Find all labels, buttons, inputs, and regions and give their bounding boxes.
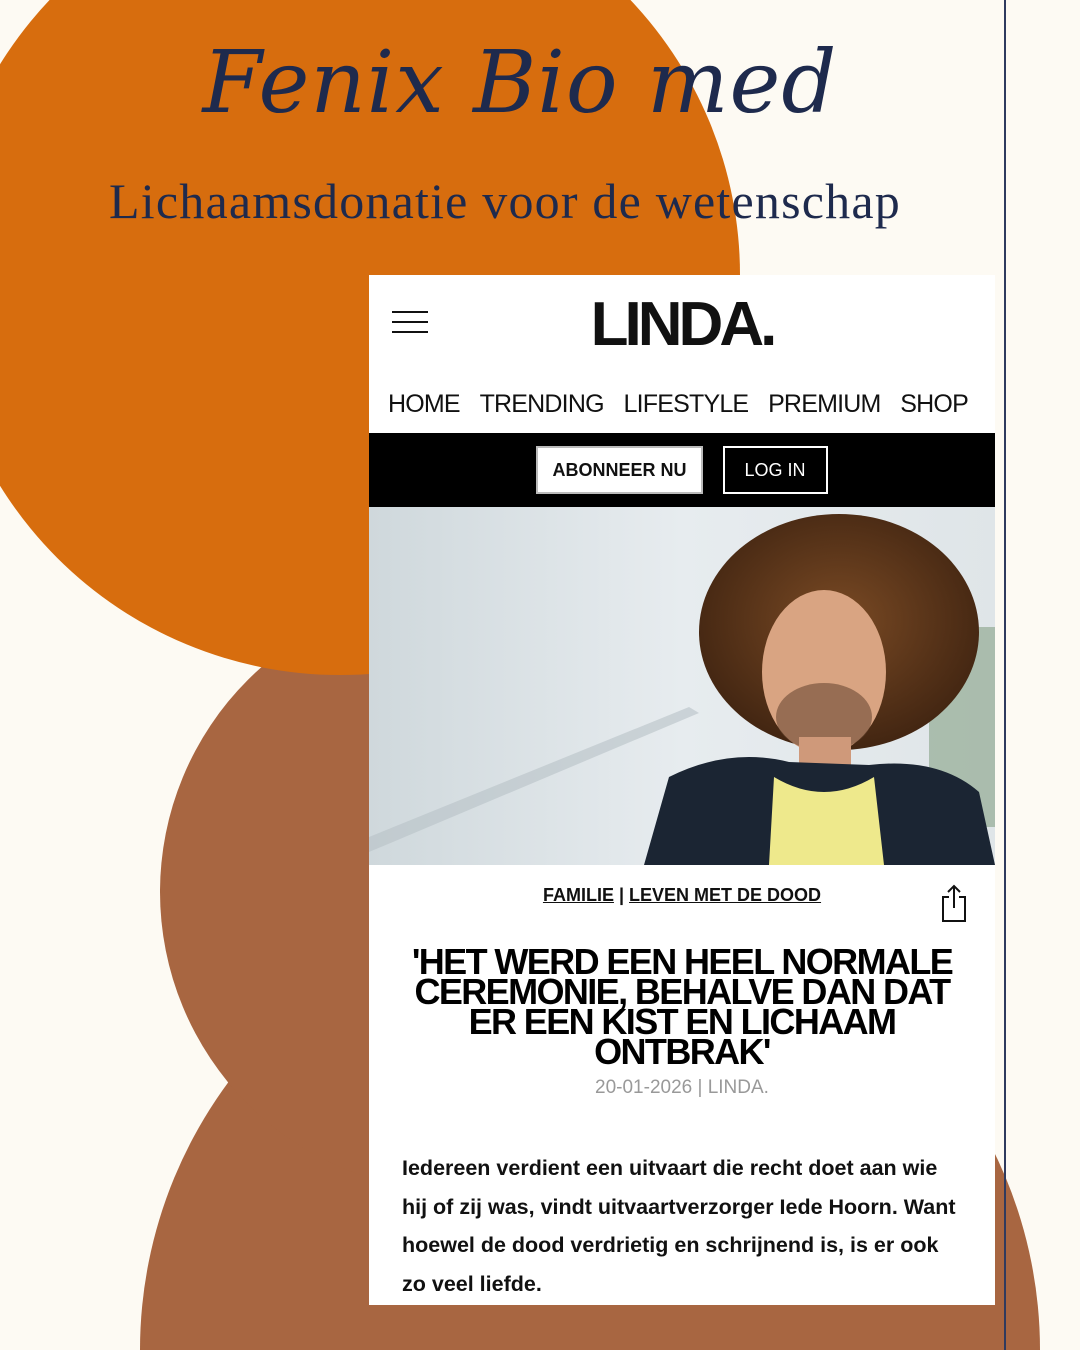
share-icon[interactable]: [939, 883, 969, 923]
main-nav: [369, 375, 995, 433]
nav-home[interactable]: HOME: [388, 389, 460, 418]
category-separator: |: [618, 885, 625, 905]
article-lead: Iedereen verdient een uitvaart die recht doet aan wie hij of zij was, vindt uitvaartverzorger Iede Hoorn. Want hoewel de dood verdrietig en schrijnend is, is er ook zo veel liefde.: [402, 1156, 956, 1296]
nav-premium[interactable]: PREMIUM: [768, 389, 881, 418]
category-link[interactable]: FAMILIE: [542, 885, 614, 905]
site-header: [369, 275, 995, 375]
site-logo[interactable]: LINDA.: [590, 290, 774, 359]
nav-lifestyle[interactable]: LIFESTYLE: [623, 389, 749, 418]
nav-shop[interactable]: SHOP: [900, 389, 968, 418]
article-headline: 'HET WERD EEN HEEL NORMALE CEREMONIE, BEHALVE DAN DAT ER EEN KIST EN LICHAAM ONTBRAK': [411, 941, 953, 1072]
subcategory-link[interactable]: LEVEN MET DE DOOD: [629, 885, 822, 905]
article-meta: 20-01-2026 | LINDA.: [595, 1077, 769, 1098]
login-button[interactable]: LOG IN: [723, 446, 828, 494]
article-category: [369, 865, 995, 935]
brand-title: Fenix Bio med: [202, 33, 838, 133]
hero-photo: [369, 507, 995, 865]
nav-trending[interactable]: TRENDING: [479, 389, 604, 418]
subscribe-bar: [369, 433, 995, 507]
brand-subtitle: Lichaamsdonatie voor de wetenschap: [109, 173, 901, 229]
subscribe-button[interactable]: ABONNEER NU: [536, 446, 702, 494]
article-screenshot: [369, 275, 995, 1305]
